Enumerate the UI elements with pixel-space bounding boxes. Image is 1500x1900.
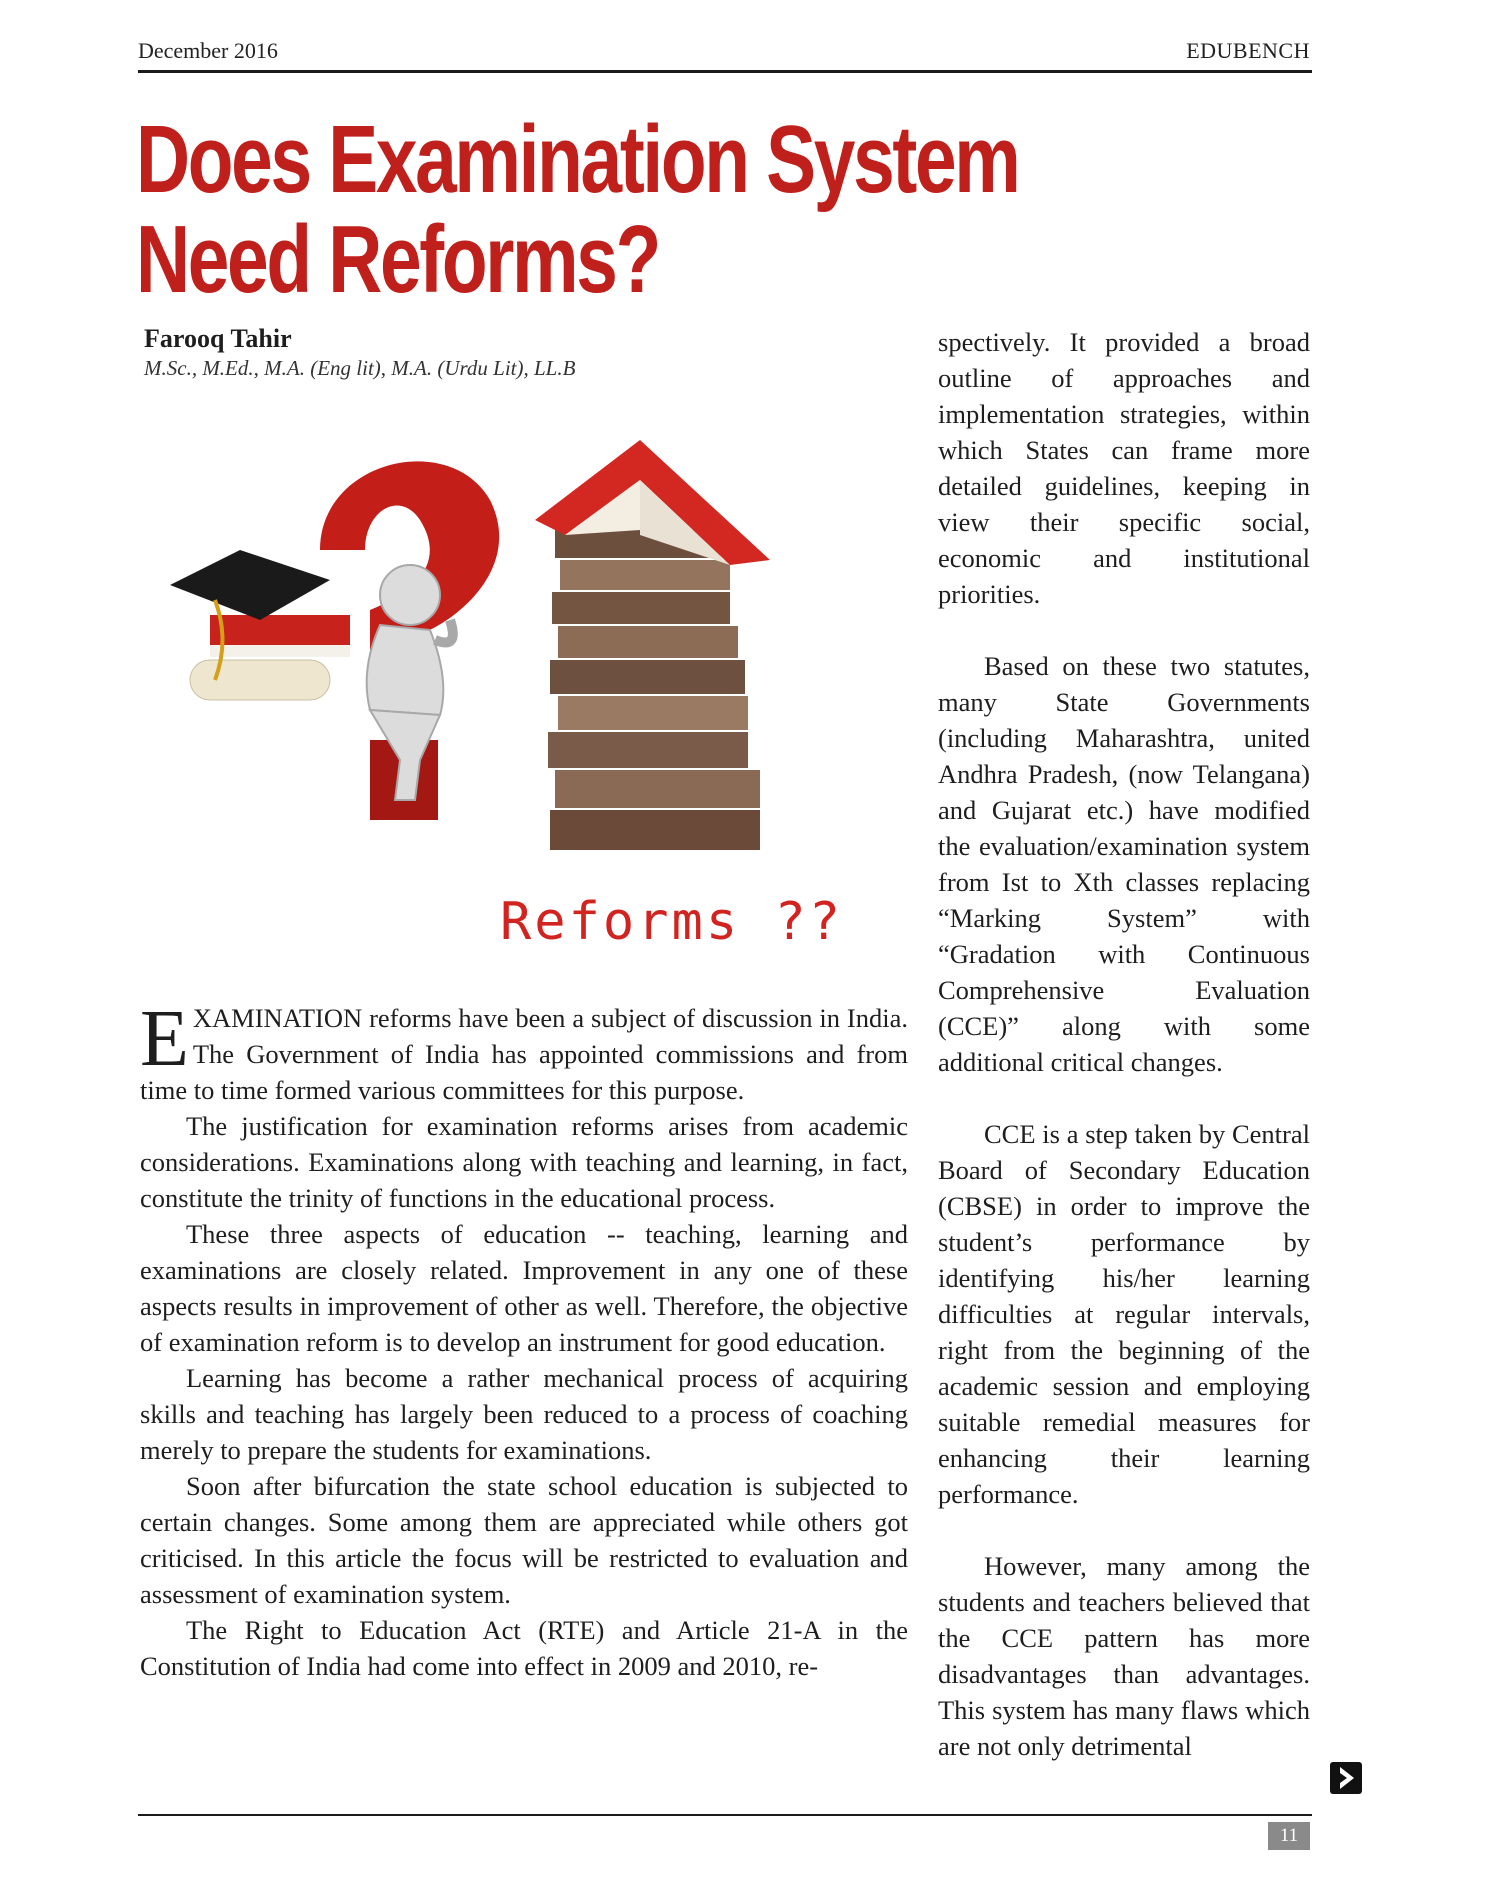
book-stack-icon (535, 440, 770, 850)
next-page-button[interactable] (1330, 1762, 1362, 1794)
paragraph: These three aspects of education -- teaching, learning and examinations are closely related. Improvement in any one of these aspects results in improvement of other as well. Therefore, the objective of examination reform is to develop an instrument for good education. (140, 1219, 908, 1357)
paragraph: CCE is a step taken by Central Board of Secondary Education (CBSE) in order to improve the student’s performance by identifying his/her learning difficulties at regular intervals, right from the beginning of the academic session and employing suitable remedial measures for enhancing their learning performance. (938, 1119, 1310, 1509)
article-column-left (140, 995, 908, 1684)
author-credentials: M.Sc., M.Ed., M.A. (Eng lit), M.A. (Urdu Lit), LL.B (144, 356, 576, 380)
paragraph: The justification for examination reforms arises from academic considerations. Examinations along with teaching and learning, in fact, constitute the trinity of functions in the educational process. (140, 1111, 908, 1213)
chevron-right-icon (1330, 1762, 1362, 1794)
title-line-2: Need Reforms? (136, 206, 659, 313)
drop-cap: E (140, 995, 189, 1083)
paragraph: Learning has become a rather mechanical process of acquiring skills and teaching has largely been reduced to a process of coaching merely to prepare the students for examinations. (140, 1363, 908, 1465)
author-name: Farooq Tahir (144, 324, 292, 353)
paragraph-intro (140, 995, 908, 1108)
paragraph: The Right to Education Act (RTE) and Article 21-A in the Constitution of India had come into effect in 2009 and 2010, re- (140, 1615, 908, 1681)
paragraph: Soon after bifurcation the state school education is subjected to certain changes. Some among them are appreciated while others got criticised. In this article the focus will be restricted to evaluation and assessment of examination system. (140, 1471, 908, 1609)
paragraph: However, many among the students and teachers believed that the CCE pattern has more disadvantages than advantages. This system has many flaws which are not only detrimental (938, 1551, 1310, 1761)
publication-name: EDUBENCH (1186, 38, 1310, 63)
article-illustration (170, 440, 890, 910)
paragraph: Based on these two statutes, many State Governments (including Maharashtra, united Andhra Pradesh, (now Telangana) and Gujarat etc.) have modified the evaluation/examination system from Ist to Xth classes replacing “Marking System” with “Gradation with Continuous Comprehensive Evaluation (CCE)” along with some additional critical changes. (938, 651, 1310, 1077)
graduation-cap-icon (170, 550, 350, 700)
header-rule (138, 70, 1312, 73)
paragraph-text: XAMINATION reforms have been a subject of discussion in India. The Government of India has appointed commissions and from time to time formed various committees for this purpose. (140, 1003, 908, 1105)
page-number: 11 (1268, 1822, 1310, 1850)
image-caption: Reforms ?? (500, 892, 844, 952)
article-column-right (938, 324, 1310, 1764)
paragraph: spectively. It provided a broad outline of approaches and implementation strategies, within which States can frame more detailed guidelines, keeping in view their specific social, economic and institutional priorities. (938, 327, 1310, 609)
issue-date: December 2016 (138, 38, 278, 63)
footer-rule (138, 1814, 1312, 1816)
author-block (144, 324, 575, 381)
title-line-1: Does Examination System (136, 106, 1019, 213)
article-title (136, 106, 1150, 313)
